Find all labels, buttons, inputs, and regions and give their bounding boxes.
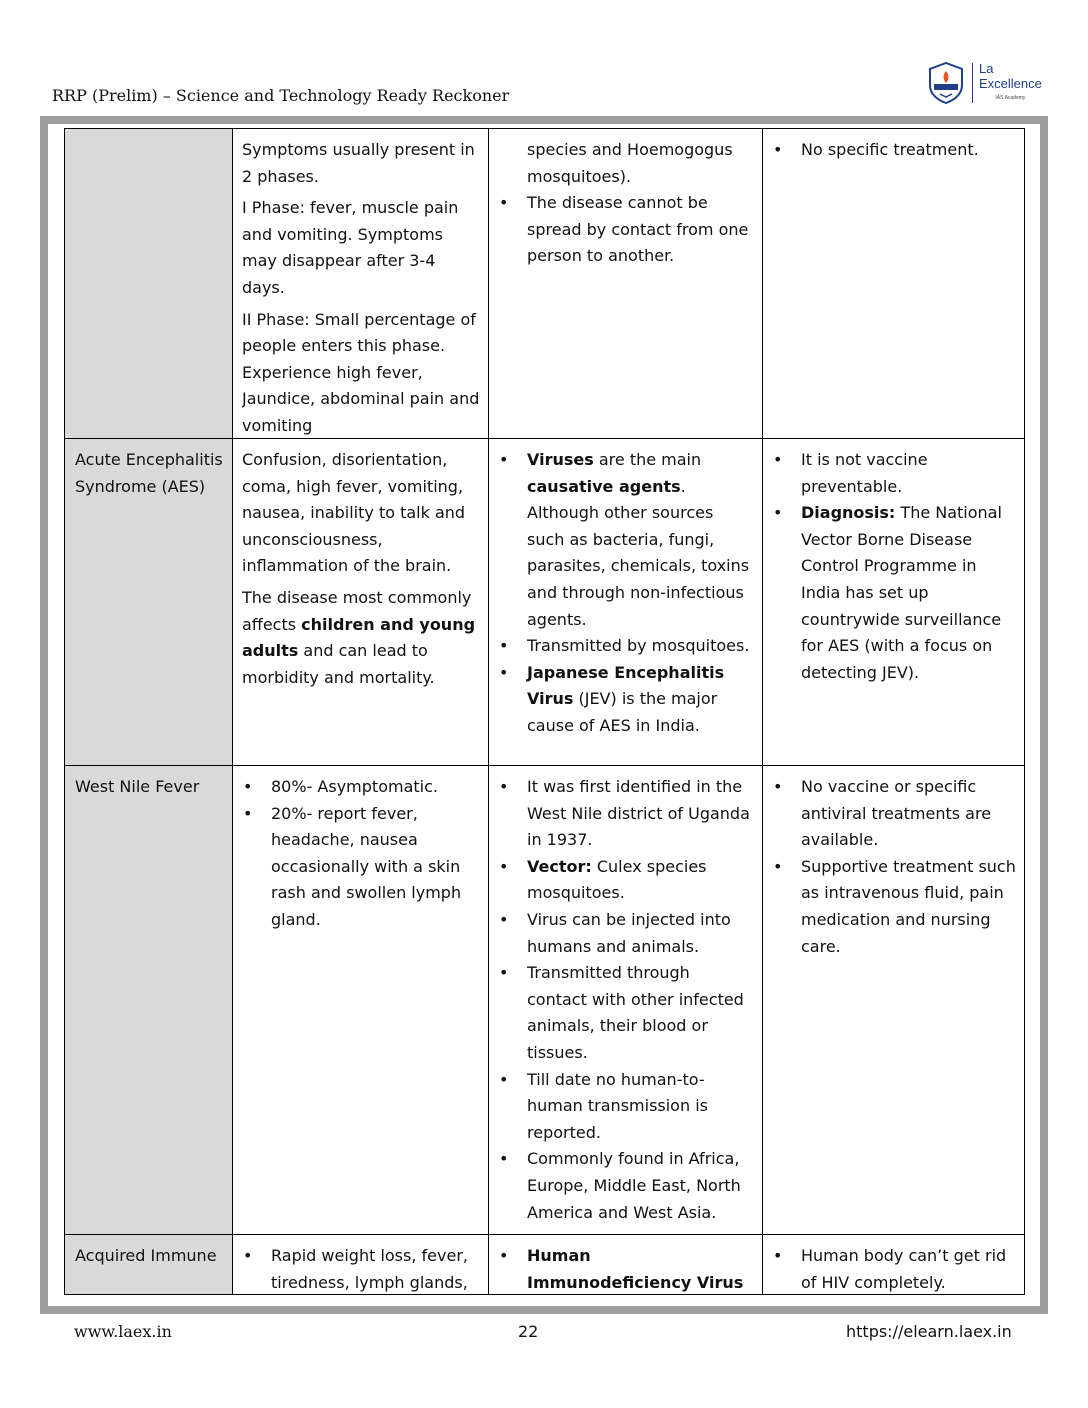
document-header-title: RRP (Prelim) – Science and Technology Ready Reckoner [52, 86, 510, 105]
paragraph [242, 307, 480, 438]
list-item [498, 1243, 754, 1294]
table-cell [233, 439, 489, 766]
logo-text-excellence: Excellence [979, 75, 1042, 91]
text: are the main [593, 450, 702, 469]
bullet-list [772, 1243, 1016, 1294]
list-item [498, 633, 754, 660]
text: Confusion, disorientation, coma, high fever, vomiting, nausea, inability to talk and unconsciousness, inflammation of the brain. [242, 450, 466, 576]
text: The National Vector Borne Disease Control Programme in India has set up countrywide surveillance for AES (with a focus on detecting JEV). [801, 503, 1002, 682]
list-item [498, 960, 754, 1066]
text: Virus can be injected into humans and animals. [527, 909, 731, 956]
table-cell [763, 439, 1025, 766]
text: (JEV) is the major cause of AES in India. [527, 689, 718, 735]
text: West Nile Fever [75, 777, 200, 796]
bullet-list [242, 1243, 480, 1294]
footer-website[interactable]: www.laex.in [74, 1322, 172, 1341]
text: 80%- Asymptomatic. [271, 777, 438, 796]
text: Acquired Immune [75, 1246, 217, 1265]
list-item [772, 1243, 1016, 1294]
footer-elearn-link[interactable]: https://elearn.laex.in [846, 1322, 1012, 1341]
list-item [242, 801, 480, 934]
list-item [772, 854, 1016, 960]
paragraph [242, 137, 480, 190]
text: . Although other sources such as bacteria, fungi, parasites, chemicals, toxins and through non-infectious agents. [527, 476, 750, 629]
bold-text: causative agents [527, 476, 681, 496]
text: II Phase: Small percentage of people enters this phase. Experience high fever, Jaundice, abdominal pain and vomiting [242, 309, 480, 435]
text: and can lead to morbidity and mortality. [242, 641, 435, 687]
list-item [498, 190, 754, 270]
paragraph [75, 1243, 224, 1270]
paragraph [242, 585, 480, 691]
text: Till date no human-to-human transmission is reported. [527, 1069, 708, 1142]
list-item [772, 137, 1016, 164]
text: Transmitted through contact with other infected animals, their blood or tissues. [527, 963, 744, 1062]
text: It was first identified in the West Nile district of Uganda in 1937. [527, 777, 750, 850]
paragraph [242, 447, 480, 580]
bullet-list [772, 774, 1016, 960]
paragraph [75, 774, 224, 801]
text: species and Hoemogogus mosquitoes). [527, 140, 733, 186]
list-item-continued [498, 137, 754, 190]
bullet-list [498, 447, 754, 740]
table-cell [489, 439, 763, 766]
logo-text-la: La [979, 60, 994, 76]
bullet-list [772, 447, 1016, 686]
logo-text-academy: IAS Academy [995, 94, 1026, 101]
text: 20%- report fever, headache, nausea occasionally with a skin rash and swollen lymph gland. [271, 803, 462, 929]
table-cell [233, 766, 489, 1235]
table-cell [763, 766, 1025, 1235]
disease-name-cell [65, 1235, 233, 1295]
table-cell [489, 766, 763, 1235]
bullet-list [498, 137, 754, 270]
bullet-list [772, 137, 1016, 164]
disease-name-cell [65, 129, 233, 439]
disease-name-cell [65, 439, 233, 766]
shield-torch-icon [926, 61, 966, 105]
table-cell [489, 1235, 763, 1295]
text: Culex species mosquitoes. [527, 856, 707, 903]
text: No vaccine or specific antiviral treatments are available. [801, 777, 992, 850]
list-item [498, 1146, 754, 1226]
table-cell [233, 129, 489, 439]
text: It is not vaccine preventable. [801, 450, 928, 496]
text: Commonly found in Africa, Europe, Middle East, North America and West Asia. [527, 1149, 741, 1222]
la-excellence-logo [926, 60, 1046, 106]
bold-text: Japanese Encephalitis Virus [527, 662, 725, 709]
table-row [65, 766, 1025, 1235]
page-number: 22 [518, 1322, 539, 1341]
table-row [65, 1235, 1025, 1295]
bold-text: Viruses [527, 450, 594, 469]
text: I Phase: fever, muscle pain and vomiting. Symptoms may disappear after 3-4 days. [242, 198, 459, 297]
text: Rapid weight loss, fever, tiredness, lymph glands, [271, 1246, 468, 1292]
disease-name-cell [65, 766, 233, 1235]
table-cell [763, 1235, 1025, 1295]
text: The disease cannot be spread by contact from one person to another. [527, 193, 749, 266]
table-cell [233, 1235, 489, 1295]
list-item [498, 774, 754, 854]
bold-text: Human Immunodeficiency Virus [527, 1246, 744, 1292]
bullet-list [498, 774, 754, 1226]
disease-table [64, 128, 1025, 1295]
text: Acute Encephalitis Syndrome (AES) [75, 450, 223, 496]
list-item [772, 774, 1016, 854]
bullet-list [242, 774, 480, 934]
list-item [498, 447, 754, 633]
list-item [498, 660, 754, 740]
list-item [772, 500, 1016, 686]
bold-text: Vector: [527, 856, 592, 876]
list-item [498, 854, 754, 907]
text: Supportive treatment such as intravenous fluid, pain medication and nursing care. [801, 856, 1016, 956]
text: Symptoms usually present in 2 phases. [242, 140, 475, 186]
table-row [65, 439, 1025, 766]
list-item [498, 1067, 754, 1147]
bold-text: children and young adults [242, 614, 476, 661]
list-item [498, 907, 754, 960]
list-item [242, 774, 480, 801]
paragraph [242, 195, 480, 301]
text: The disease most commonly affects [242, 587, 472, 634]
list-item [242, 1243, 480, 1294]
text: Transmitted by mosquitoes. [527, 636, 750, 656]
logo-divider [972, 63, 973, 103]
bold-text: Diagnosis: [801, 503, 896, 523]
paragraph [75, 447, 224, 500]
text: Human body can’t get rid of HIV completely. [801, 1246, 1007, 1292]
table-row [65, 129, 1025, 439]
table-cell [489, 129, 763, 439]
table-cell [763, 129, 1025, 439]
list-item [772, 447, 1016, 500]
text: No specific treatment. [801, 140, 979, 159]
bullet-list [498, 1243, 754, 1294]
